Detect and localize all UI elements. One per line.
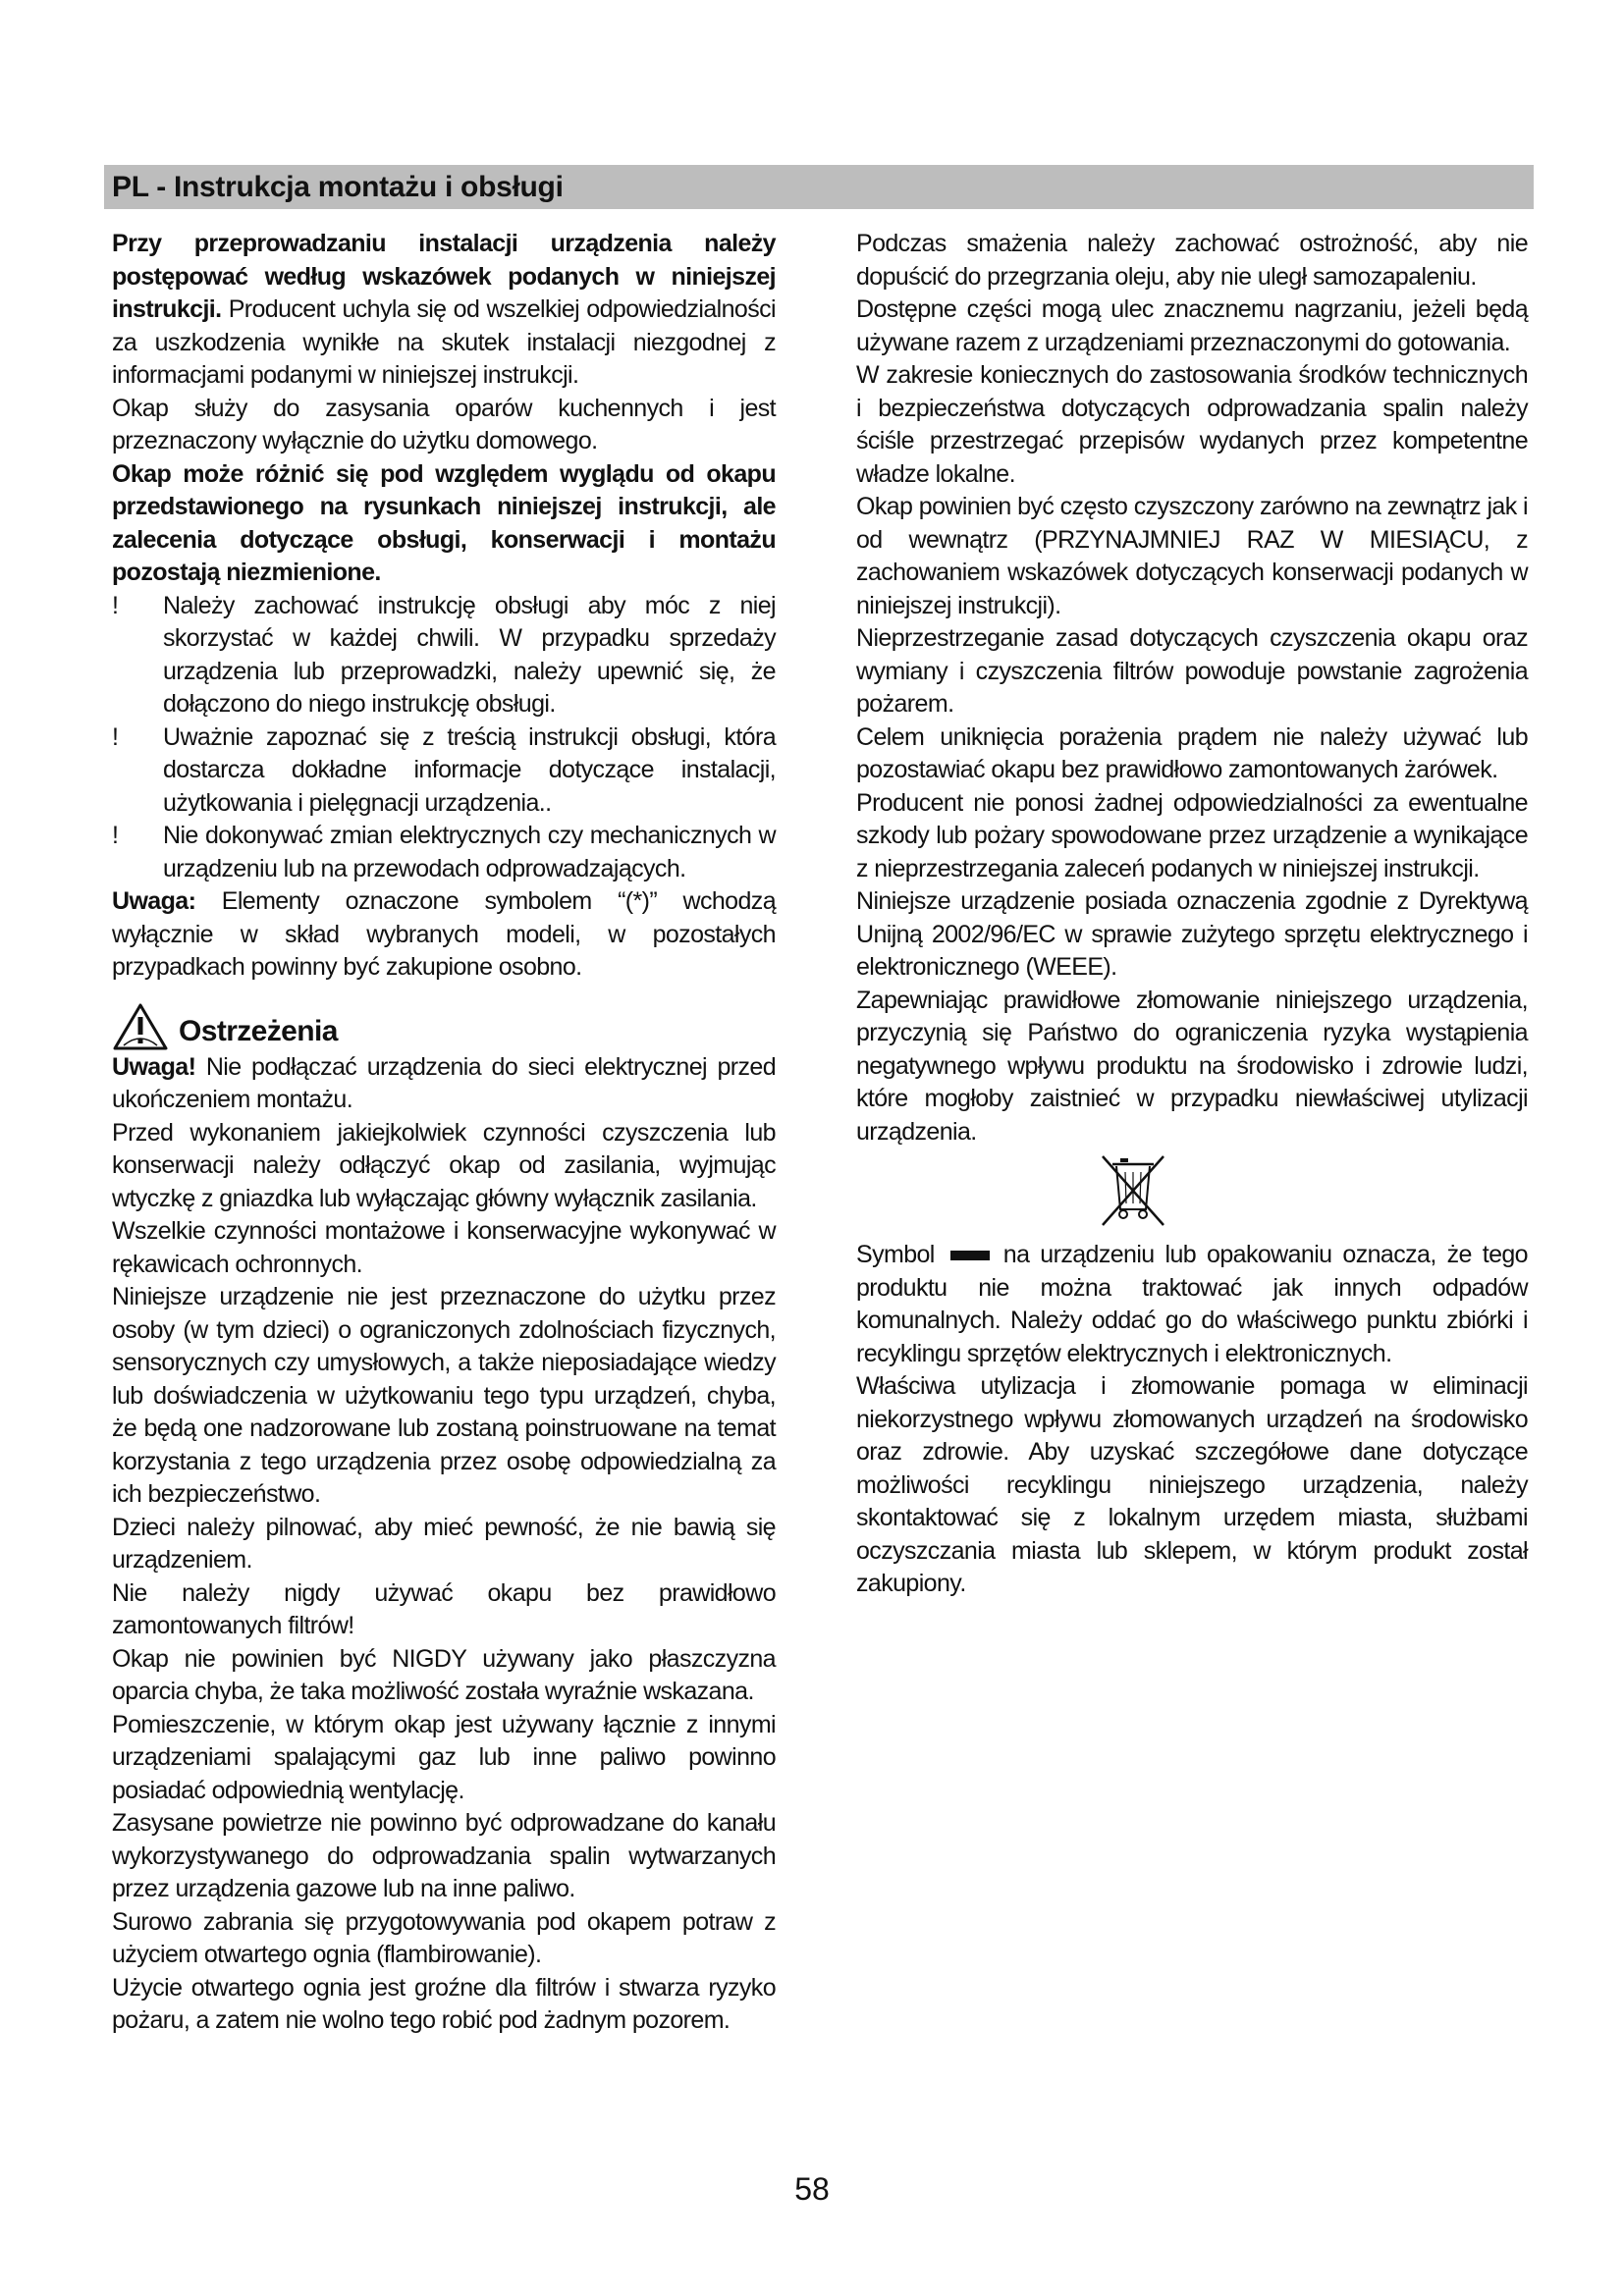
- warning-paragraph: [112, 1051, 776, 1117]
- info-paragraph: Okap powinien być często czyszczony zarówno na zewnątrz jak i od wewnątrz (PRZYNAJMNIEJ RAZ W MIESIĄCU, z zachowaniem wskazówek dotyczących konserwacji podanych w niniejszej instrukcji).: [856, 493, 1528, 619]
- warning-text: Nie podłączać urządzenia do sieci elektrycznej przed ukończeniem montażu.: [112, 1052, 776, 1113]
- exclamation-bullet: !: [112, 822, 119, 849]
- crossed-out-wheelie-bin-icon: [1099, 1152, 1167, 1231]
- bullet-text: Nie dokonywać zmian elektrycznych czy mechanicznych w urządzeniu lub na przewodach odprowadzających.: [163, 822, 776, 882]
- bullet-text: Uważnie zapoznać się z treścią instrukcji obsługi, która dostarcza dokładne informacje dotyczące instalacji, użytkowania i pielęgnacji urządzenia..: [163, 722, 776, 817]
- warning-triangle-icon: [112, 1002, 169, 1051]
- symbol-paragraph: [856, 1239, 1528, 1370]
- safety-paragraph: Dzieci należy pilnować, aby mieć pewność, że nie bawią się urządzeniem.: [112, 1513, 776, 1574]
- symbol-text: na urządzeniu lub opakowaniu oznacza, że tego produktu nie można traktować jak innych odpadów komunalnych. Należy oddać go do właściwego punktu zbiórki i recyklingu sprzętów elektrycznych i elektronicznych.: [856, 1241, 1528, 1367]
- safety-paragraph: Okap nie powinien być NIGDY używany jako płaszczyzna oparcia chyba, że taka możliwość została wyraźnie wskazana.: [112, 1644, 776, 1705]
- warnings-heading: [112, 996, 776, 1051]
- intro-bold: Przy przeprowadzaniu instalacji urządzenia należy postępować według wskazówek podanych w niniejszej instrukcji.: [112, 230, 776, 323]
- intro-paragraph: [112, 228, 776, 393]
- appearance-note: [112, 458, 776, 590]
- bullet-item: [112, 820, 776, 885]
- info-paragraph: W zakresie koniecznych do zastosowania środków technicznych i bezpieczeństwa dotyczących odprowadzania spalin należy ściśle przestrzegać przepisów wydanych przez kompetentne władze lokalne.: [856, 361, 1528, 488]
- safety-paragraph: Przed wykonaniem jakiejkolwiek czynności czyszczenia lub konserwacji należy odłączyć okap od zasilania, wyjmując wtyczkę z gniazdka lub wyłączając główny wyłącznik zasilania.: [112, 1118, 776, 1212]
- safety-paragraph: Użycie otwartego ognia jest groźne dla filtrów i stwarza ryzyko pożaru, a zatem nie wolno tego robić pod żadnym pozorem.: [112, 1973, 776, 2034]
- warning-label: Uwaga!: [112, 1052, 196, 1081]
- safety-paragraph: Nie należy nigdy używać okapu bez prawidłowo zamontowanych filtrów!: [112, 1578, 776, 1639]
- info-paragraph: Nieprzestrzeganie zasad dotyczących czyszczenia okapu oraz wymiany i czyszczenia filtrów powoduje powstanie zagrożenia pożarem.: [856, 624, 1528, 718]
- purpose-paragraph: Okap służy do zasysania oparów kuchennych i jest przeznaczony wyłącznie do użytku domowego.: [112, 394, 776, 454]
- weee-symbol: [856, 1148, 1528, 1239]
- note-text: Elementy oznaczone symbolem “(*)” wchodzą wyłącznie w skład wybranych modeli, w pozostałych przypadkach powinny być zakupione osobno.: [112, 887, 776, 981]
- info-paragraph: Podczas smażenia należy zachować ostrożność, aby nie dopuścić do przegrzania oleju, aby nie uległ samozapaleniu.: [856, 230, 1528, 291]
- left-column: [112, 228, 776, 2038]
- header-title: PL - Instrukcja montażu i obsługi: [112, 171, 564, 203]
- warnings-title: Ostrzeżenia: [179, 1014, 338, 1047]
- bullet-item: [112, 721, 776, 821]
- safety-paragraph: Surowo zabrania się przygotowywania pod okapem potraw z użyciem otwartego ognia (flambirowanie).: [112, 1907, 776, 1968]
- optional-parts-note: [112, 885, 776, 985]
- safety-paragraph: Niniejsze urządzenie nie jest przeznaczone do użytku przez osoby (w tym dzieci) o ograniczonych zdolnościach fizycznych, sensorycznych czy umysłowych, a także nieposiadające wiedzy lub doświadczenia w użytkowaniu tego typu urządzeń, chyba, że będą one nadzorowane lub zostaną poinstruowane na temat korzystania z tego urządzenia przez osobę odpowiedzialną za ich bezpieczeństwo.: [112, 1283, 776, 1508]
- right-column: [856, 228, 1528, 1601]
- info-paragraph: Celem uniknięcia porażenia prądem nie należy używać lub pozostawiać okapu bez prawidłowo zamontowanych żarówek.: [856, 722, 1528, 783]
- bullet-text: Należy zachować instrukcję obsługi aby móc z niej skorzystać w każdej chwili. W przypadku sprzedaży urządzenia lub przeprowadzki, należy upewnić się, że dołączono do niego instrukcję obsługi.: [163, 591, 776, 718]
- safety-paragraph: Wszelkie czynności montażowe i konserwacyjne wykonywać w rękawicach ochronnych.: [112, 1217, 776, 1278]
- info-paragraph: Niniejsze urządzenie posiada oznaczenia zgodnie z Dyrektywą Unijną 2002/96/EC w sprawie zużytego sprzętu elektrycznego i elektronicznego (WEEE).: [856, 887, 1528, 981]
- safety-paragraph: Pomieszczenie, w którym okap jest używany łącznie z innymi urządzeniami spalającymi gaz lub inne paliwo powinno posiadać odpowiednią wentylację.: [112, 1710, 776, 1804]
- appearance-note-bold: Okap może różnić się pod względem wyglądu od okapu przedstawionego na rysunkach niniejszej instrukcji, ale zalecenia dotyczące obsługi, konserwacji i montażu pozostają niezmienione.: [112, 459, 776, 586]
- exclamation-bullet: !: [112, 722, 119, 751]
- intro-rest: Producent uchyla się od wszelkiej odpowiedzialności za uszkodzenia wynikłe na skutek instalacji niezgodnej z informacjami podanymi w niniejszej instrukcji.: [112, 295, 776, 389]
- note-label: Uwaga:: [112, 887, 196, 915]
- info-paragraph: Dostępne części mogą ulec znacznemu nagrzaniu, jeżeli będą używane razem z urządzeniami przeznaczonymi do gotowania.: [856, 295, 1528, 356]
- disposal-paragraph: Właściwa utylizacja i złomowanie pomaga w eliminacji niekorzystnego wpływu złomowanych urządzeń na środowisko oraz zdrowie. Aby uzyskać szczegółowe dane dotyczące możliwości recyklingu niniejszego urządzenia, należy skontaktować się z lokalnym urzędem miasta, służbami oczyszczania miasta lub sklepem, w którym produkt został zakupiony.: [856, 1372, 1528, 1597]
- bullet-item: [112, 590, 776, 721]
- page-number: 58: [794, 2171, 830, 2207]
- page-header: [104, 165, 1534, 209]
- safety-paragraph: Zasysane powietrze nie powinno być odprowadzane do kanału wykorzystywanego do odprowadzania spalin wytwarzanych przez urządzenia gazowe lub na inne paliwo.: [112, 1809, 776, 1902]
- info-paragraph: Producent nie ponosi żadnej odpowiedzialności za ewentualne szkody lub pożary spowodowane przez urządzenie a wynikające z nieprzestrzegania zaleceń podanych w niniejszej instrukcji.: [856, 788, 1528, 882]
- info-paragraph: Zapewniając prawidłowe złomowanie niniejszego urządzenia, przyczynią się Państwo do ograniczenia ryzyka wystąpienia negatywnego wpływu produktu na środowisko i zdrowie ludzi, które mogłoby zaistnieć w przypadku niewłaściwej utylizacji urządzenia.: [856, 986, 1528, 1146]
- symbol-word: Symbol: [856, 1241, 935, 1268]
- black-bar-icon: [950, 1251, 990, 1260]
- exclamation-bullet: !: [112, 591, 119, 619]
